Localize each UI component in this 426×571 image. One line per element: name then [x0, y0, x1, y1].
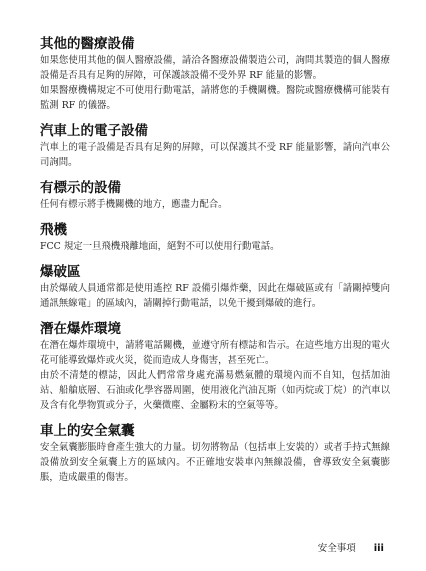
section-explosive-atmospheres [40, 321, 390, 413]
section-heading: 有標示的設備 [40, 180, 121, 196]
section-paragraph: 由於爆破人員通常都是使用遙控 RF 設備引爆炸藥，因此在爆破區或有「請關掉雙向通訊無線電」的區域內，請關掉行動電話，以免干擾到爆破的進行。 [40, 283, 390, 309]
section-paragraph: 任何有標示將手機關機的地方，應盡力配合。 [40, 199, 228, 210]
footer-section-title: 安全事項 [317, 543, 356, 554]
section-paragraph: FCC 規定一旦飛機飛離地面，絕對不可以使用行動電話。 [40, 241, 280, 252]
section-airbags [40, 423, 390, 485]
section-aircraft [40, 222, 390, 254]
section-paragraph: 如果醫療機構規定不可使用行動電話，請將您的手機關機。醫院或醫療機構可能裝有監測 RF 的儀器。 [40, 85, 390, 111]
section-posted-facilities [40, 180, 390, 212]
section-heading: 車上的安全氣囊 [40, 423, 135, 439]
section-paragraph: 安全氣囊膨脹時會產生強大的力量。切勿將物品（包括車上安裝的）或者手持式無線設備放到安全氣囊上方的區域內。不正確地安裝車內無線設備，會導致安全氣囊膨脹，造成嚴重的傷害。 [40, 442, 390, 483]
section-other-medical-devices [40, 36, 390, 113]
section-blasting-areas [40, 264, 390, 311]
section-heading: 潛在爆炸環境 [40, 321, 121, 337]
section-paragraph: 由於不清楚的標誌，因此人們常常身處充滿易燃氣體的環境內而不自知，包括加油站、船艙底層、石油或化學容器周圍，使用液化汽油瓦斯（如丙烷或丁烷）的汽車以及含有化學物質或分子，火藥微塵、金屬粉末的空氣等等。 [40, 370, 390, 411]
section-heading: 爆破區 [40, 264, 81, 280]
section-paragraph: 在潛在爆炸環境中，請將電話關機，並遵守所有標誌和告示。在這些地方出現的電火花可能導致爆炸或火災，從而造成人身傷害，甚至死亡。 [40, 340, 390, 366]
page-footer [318, 540, 384, 554]
page-number: iii [373, 543, 384, 554]
section-heading: 汽車上的電子設備 [40, 123, 148, 139]
document-body [40, 36, 390, 485]
section-heading: 其他的醫療設備 [40, 36, 135, 52]
section-paragraph: 汽車上的電子設備是否具有足夠的屏障，可以保護其不受 RF 能量影響，請向汽車公司詢問。 [40, 142, 390, 168]
section-vehicle-electronics [40, 123, 390, 170]
section-heading: 飛機 [40, 222, 67, 238]
section-paragraph: 如果您使用其他的個人醫療設備，請洽各醫療設備製造公司，詢問其製造的個人醫療設備是否具有足夠的屏障，可保護該設備不受外界 RF 能量的影響。 [40, 55, 390, 81]
